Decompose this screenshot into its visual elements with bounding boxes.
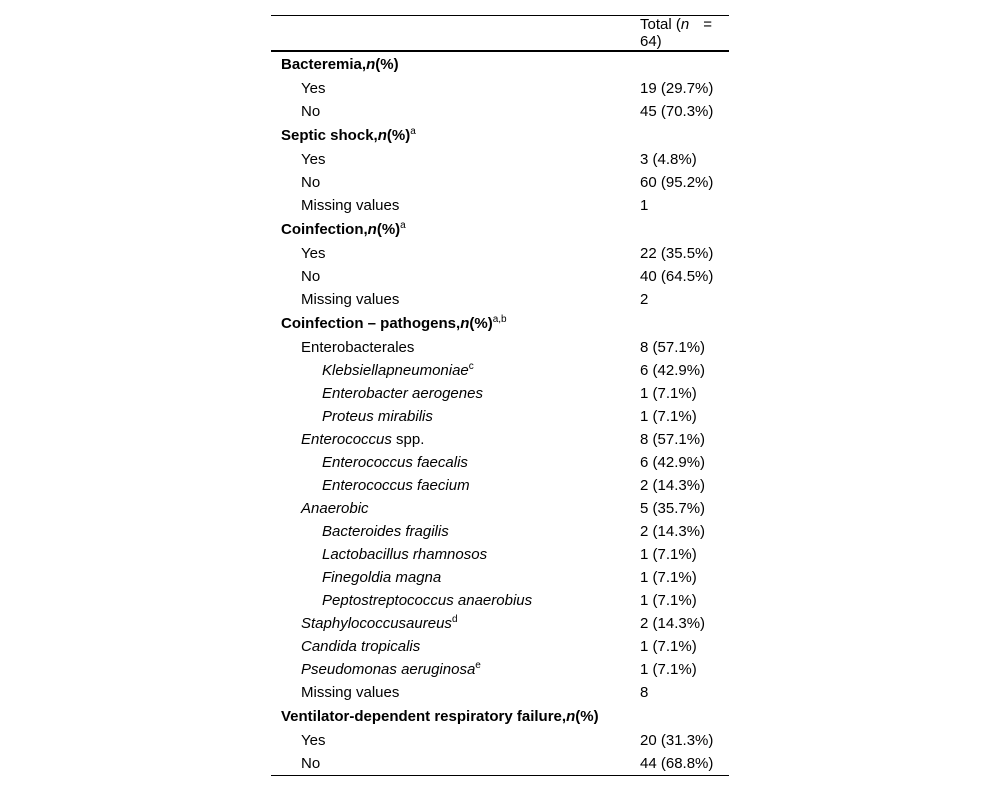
row-value: 1 (7.1%) [640, 661, 697, 678]
section-title-pct: (%) [469, 315, 493, 332]
section-row-coinfection-pathogens [271, 311, 729, 336]
results-table [271, 15, 729, 776]
row-value: 2 (14.3%) [640, 477, 706, 494]
section-title-n: n [377, 127, 387, 144]
row-value: 8 [640, 684, 649, 701]
row-value: 60 (95.2%) [640, 174, 714, 191]
row-label-text: Pseudomonas aeruginosa [301, 661, 476, 678]
row-label-text: Staphylococcusaureus [301, 615, 452, 632]
section-title-n: n [367, 221, 377, 238]
row-value: 1 [640, 197, 649, 214]
row-label: Yes [301, 151, 326, 168]
row-label: Peptostreptococcus anaerobius [322, 592, 533, 609]
row-label: Lactobacillus rhamnosos [322, 546, 488, 563]
row-value: 22 (35.5%) [640, 245, 714, 262]
table-row [271, 451, 729, 474]
row-value: 6 (42.9%) [640, 362, 706, 379]
footnote-marker: a [410, 126, 416, 137]
row-label-text: Klebsiellapneumoniae [322, 362, 469, 379]
row-label: Yes [301, 80, 326, 97]
row-label-text: Enterococcus [301, 431, 392, 448]
table-row [271, 171, 729, 194]
row-label: Candida tropicalis [301, 638, 421, 655]
row-label: Yes [301, 732, 326, 749]
footnote-marker: e [475, 660, 481, 671]
table-row [271, 589, 729, 612]
section-title [271, 704, 729, 729]
row-label: Proteus mirabilis [322, 408, 433, 425]
row-value: 45 (70.3%) [640, 103, 714, 120]
row-label: No [301, 103, 321, 120]
row-value: 19 (29.7%) [640, 80, 714, 97]
table-row [271, 474, 729, 497]
row-value: 20 (31.3%) [640, 732, 714, 749]
table-row [271, 635, 729, 658]
row-label-suffix: spp. [391, 431, 425, 448]
row-value: 2 (14.3%) [640, 615, 706, 632]
table-row [271, 658, 729, 681]
section-title [271, 51, 729, 77]
row-value: 8 (57.1%) [640, 339, 706, 356]
section-title-text: Septic shock, [281, 127, 378, 144]
table-row [271, 194, 729, 217]
row-label: No [271, 752, 640, 776]
table-row [271, 242, 729, 265]
section-row-coinfection [271, 217, 729, 242]
section-title-text: Ventilator-dependent respiratory failure, [281, 708, 567, 725]
table-row [271, 752, 729, 776]
table-row [271, 148, 729, 171]
row-label: Finegoldia magna [322, 569, 442, 586]
table-row [271, 543, 729, 566]
row-value: 1 (7.1%) [640, 385, 697, 402]
section-title-pct: (%) [386, 127, 411, 144]
row-label: No [301, 174, 321, 191]
table-row [271, 428, 729, 451]
table-row [271, 100, 729, 123]
row-value: 44 (68.8%) [640, 752, 729, 776]
row-value: 5 (35.7%) [640, 500, 706, 517]
section-title-n: n [366, 56, 376, 73]
header-total-eq: = [703, 16, 712, 33]
table-row [271, 612, 729, 635]
section-title-pct: (%) [376, 221, 401, 238]
row-label: Enterococcus faecalis [322, 454, 468, 471]
footnote-marker: a,b [492, 314, 507, 325]
section-title-n: n [460, 315, 470, 332]
footnote-marker: d [451, 614, 458, 625]
section-row-ventilator-dependent-respiratory-failure [271, 704, 729, 729]
table-row [271, 729, 729, 752]
row-value: 1 (7.1%) [640, 569, 697, 586]
section-title [271, 217, 729, 242]
table-row [271, 77, 729, 100]
header-total-prefix: Total ( [640, 16, 681, 33]
table-row [271, 359, 729, 382]
table-row [271, 681, 729, 704]
row-value: 2 (14.3%) [640, 523, 706, 540]
table-row [271, 288, 729, 311]
header-empty-cell [271, 16, 640, 52]
row-label: Missing values [301, 684, 400, 701]
section-title-text: Coinfection, [281, 221, 368, 238]
row-value: 3 (4.8%) [640, 151, 697, 168]
section-title [271, 311, 729, 336]
section-title-text: Bacteremia, [281, 56, 367, 73]
row-label: Anaerobic [301, 500, 369, 517]
table-row [271, 382, 729, 405]
table-row [271, 336, 729, 359]
section-title-pct: (%) [575, 708, 599, 725]
header-total-cell [640, 16, 729, 52]
row-value: 2 [640, 291, 649, 308]
section-row-septic-shock [271, 123, 729, 148]
table-header-row [271, 16, 729, 52]
table-row [271, 497, 729, 520]
row-label: Yes [301, 245, 326, 262]
row-label: Enterobacterales [301, 339, 415, 356]
section-title-n: n [566, 708, 576, 725]
row-value: 40 (64.5%) [640, 268, 714, 285]
table-row [271, 405, 729, 428]
row-value: 8 (57.1%) [640, 431, 706, 448]
row-label: Enterococcus faecium [322, 477, 470, 494]
section-title-pct: (%) [375, 56, 399, 73]
row-value: 1 (7.1%) [640, 592, 697, 609]
row-value: 1 (7.1%) [640, 546, 697, 563]
row-label: Bacteroides fragilis [322, 523, 449, 540]
row-label [271, 359, 640, 382]
row-label [271, 612, 640, 635]
table-row [271, 566, 729, 589]
table-row [271, 265, 729, 288]
row-label [271, 428, 640, 451]
row-value: 1 (7.1%) [640, 408, 697, 425]
header-total-value: 64) [640, 33, 662, 50]
row-value: 6 (42.9%) [640, 454, 706, 471]
section-title [271, 123, 729, 148]
results-table-container [271, 15, 729, 776]
row-label [271, 658, 640, 681]
table-row [271, 520, 729, 543]
row-label: No [301, 268, 321, 285]
footnote-marker: c [468, 361, 474, 372]
row-label: Missing values [301, 291, 400, 308]
section-title-text: Coinfection – pathogens, [281, 315, 461, 332]
footnote-marker: a [400, 220, 406, 231]
row-label: Missing values [301, 197, 400, 214]
section-row-bacteremia [271, 51, 729, 77]
row-value: 1 (7.1%) [640, 638, 697, 655]
row-label: Enterobacter aerogenes [322, 385, 483, 402]
header-total-n: n [680, 16, 690, 33]
